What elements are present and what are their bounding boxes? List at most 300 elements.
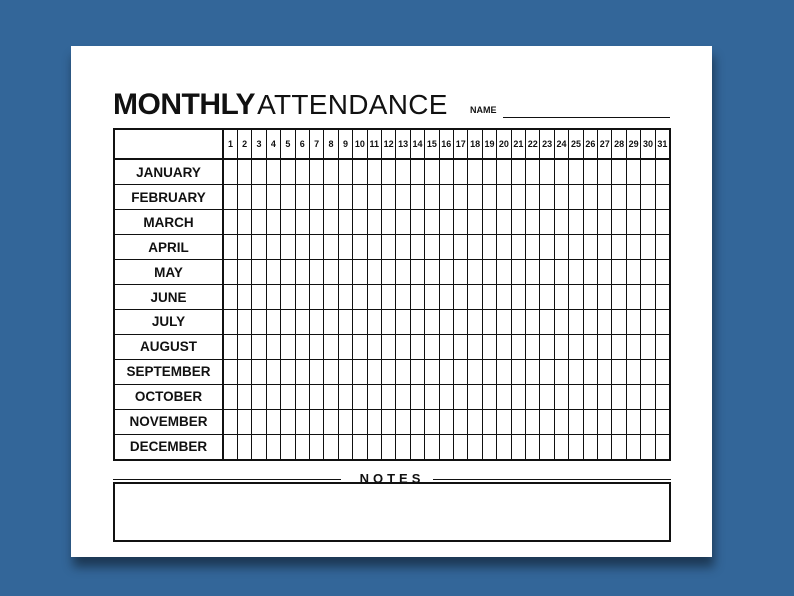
attendance-cell[interactable] xyxy=(583,334,597,359)
attendance-cell[interactable] xyxy=(295,384,309,409)
attendance-cell[interactable] xyxy=(612,260,626,285)
attendance-cell[interactable] xyxy=(641,334,655,359)
attendance-cell[interactable] xyxy=(626,210,640,235)
attendance-cell[interactable] xyxy=(583,309,597,334)
attendance-cell[interactable] xyxy=(237,159,251,185)
attendance-cell[interactable] xyxy=(237,235,251,260)
attendance-cell[interactable] xyxy=(598,309,612,334)
attendance-cell[interactable] xyxy=(626,235,640,260)
attendance-cell[interactable] xyxy=(281,260,295,285)
attendance-cell[interactable] xyxy=(252,334,266,359)
attendance-cell[interactable] xyxy=(223,384,237,409)
attendance-cell[interactable] xyxy=(223,159,237,185)
attendance-cell[interactable] xyxy=(612,159,626,185)
attendance-cell[interactable] xyxy=(410,384,424,409)
attendance-cell[interactable] xyxy=(526,185,540,210)
attendance-cell[interactable] xyxy=(309,434,323,460)
attendance-cell[interactable] xyxy=(266,185,280,210)
attendance-cell[interactable] xyxy=(353,260,367,285)
attendance-cell[interactable] xyxy=(324,334,338,359)
attendance-cell[interactable] xyxy=(266,260,280,285)
attendance-cell[interactable] xyxy=(641,260,655,285)
attendance-cell[interactable] xyxy=(641,384,655,409)
attendance-cell[interactable] xyxy=(410,235,424,260)
attendance-cell[interactable] xyxy=(281,334,295,359)
attendance-cell[interactable] xyxy=(381,260,395,285)
attendance-cell[interactable] xyxy=(569,409,583,434)
attendance-cell[interactable] xyxy=(223,309,237,334)
attendance-cell[interactable] xyxy=(468,359,482,384)
attendance-cell[interactable] xyxy=(439,334,453,359)
attendance-cell[interactable] xyxy=(511,384,525,409)
attendance-cell[interactable] xyxy=(468,309,482,334)
attendance-cell[interactable] xyxy=(511,159,525,185)
attendance-cell[interactable] xyxy=(252,235,266,260)
attendance-cell[interactable] xyxy=(569,359,583,384)
attendance-cell[interactable] xyxy=(410,409,424,434)
attendance-cell[interactable] xyxy=(482,334,496,359)
attendance-cell[interactable] xyxy=(309,384,323,409)
attendance-cell[interactable] xyxy=(266,235,280,260)
attendance-cell[interactable] xyxy=(626,434,640,460)
attendance-cell[interactable] xyxy=(410,285,424,310)
attendance-cell[interactable] xyxy=(641,210,655,235)
attendance-cell[interactable] xyxy=(237,384,251,409)
attendance-cell[interactable] xyxy=(367,235,381,260)
attendance-cell[interactable] xyxy=(281,185,295,210)
attendance-cell[interactable] xyxy=(410,309,424,334)
attendance-cell[interactable] xyxy=(454,210,468,235)
attendance-cell[interactable] xyxy=(497,409,511,434)
attendance-cell[interactable] xyxy=(468,185,482,210)
attendance-cell[interactable] xyxy=(324,235,338,260)
attendance-cell[interactable] xyxy=(425,285,439,310)
attendance-cell[interactable] xyxy=(295,309,309,334)
attendance-cell[interactable] xyxy=(612,334,626,359)
attendance-cell[interactable] xyxy=(612,235,626,260)
attendance-cell[interactable] xyxy=(410,334,424,359)
attendance-cell[interactable] xyxy=(454,359,468,384)
attendance-cell[interactable] xyxy=(252,185,266,210)
attendance-cell[interactable] xyxy=(497,384,511,409)
attendance-cell[interactable] xyxy=(497,285,511,310)
attendance-cell[interactable] xyxy=(612,285,626,310)
attendance-cell[interactable] xyxy=(569,434,583,460)
attendance-cell[interactable] xyxy=(237,210,251,235)
attendance-cell[interactable] xyxy=(497,235,511,260)
attendance-cell[interactable] xyxy=(324,260,338,285)
attendance-cell[interactable] xyxy=(569,309,583,334)
attendance-cell[interactable] xyxy=(569,334,583,359)
attendance-cell[interactable] xyxy=(554,285,568,310)
attendance-cell[interactable] xyxy=(223,434,237,460)
attendance-cell[interactable] xyxy=(439,384,453,409)
attendance-cell[interactable] xyxy=(526,384,540,409)
attendance-cell[interactable] xyxy=(281,159,295,185)
attendance-cell[interactable] xyxy=(425,235,439,260)
attendance-cell[interactable] xyxy=(309,159,323,185)
attendance-cell[interactable] xyxy=(353,359,367,384)
attendance-cell[interactable] xyxy=(367,159,381,185)
attendance-cell[interactable] xyxy=(626,185,640,210)
attendance-cell[interactable] xyxy=(454,409,468,434)
attendance-cell[interactable] xyxy=(396,359,410,384)
attendance-cell[interactable] xyxy=(641,434,655,460)
attendance-cell[interactable] xyxy=(439,434,453,460)
attendance-cell[interactable] xyxy=(266,409,280,434)
attendance-cell[interactable] xyxy=(626,334,640,359)
attendance-cell[interactable] xyxy=(439,309,453,334)
attendance-cell[interactable] xyxy=(281,285,295,310)
attendance-cell[interactable] xyxy=(598,285,612,310)
attendance-cell[interactable] xyxy=(381,159,395,185)
attendance-cell[interactable] xyxy=(295,260,309,285)
attendance-cell[interactable] xyxy=(237,260,251,285)
attendance-cell[interactable] xyxy=(353,434,367,460)
attendance-cell[interactable] xyxy=(497,159,511,185)
attendance-cell[interactable] xyxy=(252,409,266,434)
attendance-cell[interactable] xyxy=(583,235,597,260)
attendance-cell[interactable] xyxy=(655,260,670,285)
attendance-cell[interactable] xyxy=(454,185,468,210)
attendance-cell[interactable] xyxy=(252,384,266,409)
attendance-cell[interactable] xyxy=(482,260,496,285)
attendance-cell[interactable] xyxy=(540,409,554,434)
attendance-cell[interactable] xyxy=(381,384,395,409)
attendance-cell[interactable] xyxy=(511,235,525,260)
attendance-cell[interactable] xyxy=(655,159,670,185)
attendance-cell[interactable] xyxy=(612,210,626,235)
attendance-cell[interactable] xyxy=(338,434,352,460)
attendance-cell[interactable] xyxy=(295,334,309,359)
attendance-cell[interactable] xyxy=(338,384,352,409)
attendance-cell[interactable] xyxy=(554,384,568,409)
attendance-cell[interactable] xyxy=(598,235,612,260)
attendance-cell[interactable] xyxy=(367,434,381,460)
attendance-cell[interactable] xyxy=(655,285,670,310)
attendance-cell[interactable] xyxy=(309,359,323,384)
attendance-cell[interactable] xyxy=(295,159,309,185)
attendance-cell[interactable] xyxy=(237,309,251,334)
attendance-cell[interactable] xyxy=(439,285,453,310)
attendance-cell[interactable] xyxy=(338,309,352,334)
attendance-cell[interactable] xyxy=(540,285,554,310)
attendance-cell[interactable] xyxy=(569,285,583,310)
attendance-cell[interactable] xyxy=(468,260,482,285)
attendance-cell[interactable] xyxy=(425,334,439,359)
attendance-cell[interactable] xyxy=(410,159,424,185)
attendance-cell[interactable] xyxy=(266,384,280,409)
attendance-cell[interactable] xyxy=(511,185,525,210)
attendance-cell[interactable] xyxy=(295,285,309,310)
attendance-cell[interactable] xyxy=(324,185,338,210)
attendance-cell[interactable] xyxy=(439,159,453,185)
attendance-cell[interactable] xyxy=(324,285,338,310)
attendance-cell[interactable] xyxy=(511,359,525,384)
attendance-cell[interactable] xyxy=(281,409,295,434)
attendance-cell[interactable] xyxy=(439,260,453,285)
attendance-cell[interactable] xyxy=(655,384,670,409)
attendance-cell[interactable] xyxy=(367,285,381,310)
attendance-cell[interactable] xyxy=(655,359,670,384)
attendance-cell[interactable] xyxy=(583,285,597,310)
attendance-cell[interactable] xyxy=(425,185,439,210)
attendance-cell[interactable] xyxy=(425,210,439,235)
attendance-cell[interactable] xyxy=(569,210,583,235)
attendance-cell[interactable] xyxy=(554,409,568,434)
attendance-cell[interactable] xyxy=(454,260,468,285)
attendance-cell[interactable] xyxy=(367,384,381,409)
attendance-cell[interactable] xyxy=(583,185,597,210)
attendance-cell[interactable] xyxy=(338,359,352,384)
attendance-cell[interactable] xyxy=(569,384,583,409)
attendance-cell[interactable] xyxy=(511,210,525,235)
attendance-cell[interactable] xyxy=(439,409,453,434)
attendance-cell[interactable] xyxy=(381,235,395,260)
attendance-cell[interactable] xyxy=(454,309,468,334)
attendance-cell[interactable] xyxy=(526,235,540,260)
attendance-cell[interactable] xyxy=(237,409,251,434)
attendance-cell[interactable] xyxy=(655,309,670,334)
attendance-cell[interactable] xyxy=(482,210,496,235)
attendance-cell[interactable] xyxy=(381,285,395,310)
attendance-cell[interactable] xyxy=(396,334,410,359)
attendance-cell[interactable] xyxy=(626,359,640,384)
attendance-cell[interactable] xyxy=(454,384,468,409)
attendance-cell[interactable] xyxy=(266,210,280,235)
attendance-cell[interactable] xyxy=(598,334,612,359)
attendance-cell[interactable] xyxy=(554,434,568,460)
attendance-cell[interactable] xyxy=(468,159,482,185)
attendance-cell[interactable] xyxy=(353,384,367,409)
attendance-cell[interactable] xyxy=(641,185,655,210)
attendance-cell[interactable] xyxy=(353,409,367,434)
attendance-cell[interactable] xyxy=(266,159,280,185)
attendance-cell[interactable] xyxy=(237,434,251,460)
attendance-cell[interactable] xyxy=(655,409,670,434)
attendance-cell[interactable] xyxy=(598,434,612,460)
attendance-cell[interactable] xyxy=(396,260,410,285)
attendance-cell[interactable] xyxy=(396,309,410,334)
attendance-cell[interactable] xyxy=(526,409,540,434)
attendance-cell[interactable] xyxy=(554,309,568,334)
attendance-cell[interactable] xyxy=(266,359,280,384)
attendance-cell[interactable] xyxy=(281,210,295,235)
attendance-cell[interactable] xyxy=(367,185,381,210)
attendance-cell[interactable] xyxy=(540,210,554,235)
notes-box[interactable] xyxy=(113,482,671,542)
attendance-cell[interactable] xyxy=(641,409,655,434)
attendance-cell[interactable] xyxy=(540,260,554,285)
attendance-cell[interactable] xyxy=(223,409,237,434)
attendance-cell[interactable] xyxy=(324,384,338,409)
attendance-cell[interactable] xyxy=(309,235,323,260)
attendance-cell[interactable] xyxy=(425,309,439,334)
attendance-cell[interactable] xyxy=(612,185,626,210)
attendance-cell[interactable] xyxy=(626,159,640,185)
attendance-cell[interactable] xyxy=(641,309,655,334)
attendance-cell[interactable] xyxy=(482,285,496,310)
attendance-cell[interactable] xyxy=(641,235,655,260)
attendance-cell[interactable] xyxy=(468,334,482,359)
attendance-cell[interactable] xyxy=(554,334,568,359)
attendance-cell[interactable] xyxy=(583,409,597,434)
attendance-cell[interactable] xyxy=(439,359,453,384)
attendance-cell[interactable] xyxy=(497,434,511,460)
attendance-cell[interactable] xyxy=(497,359,511,384)
attendance-cell[interactable] xyxy=(396,159,410,185)
attendance-cell[interactable] xyxy=(540,334,554,359)
attendance-cell[interactable] xyxy=(266,309,280,334)
attendance-cell[interactable] xyxy=(353,210,367,235)
attendance-cell[interactable] xyxy=(526,309,540,334)
attendance-cell[interactable] xyxy=(612,309,626,334)
attendance-cell[interactable] xyxy=(655,235,670,260)
attendance-cell[interactable] xyxy=(223,210,237,235)
attendance-cell[interactable] xyxy=(526,334,540,359)
attendance-cell[interactable] xyxy=(381,409,395,434)
attendance-cell[interactable] xyxy=(626,309,640,334)
attendance-cell[interactable] xyxy=(511,285,525,310)
attendance-cell[interactable] xyxy=(497,309,511,334)
attendance-cell[interactable] xyxy=(381,210,395,235)
attendance-cell[interactable] xyxy=(309,185,323,210)
attendance-cell[interactable] xyxy=(396,210,410,235)
attendance-cell[interactable] xyxy=(468,434,482,460)
attendance-cell[interactable] xyxy=(655,185,670,210)
attendance-cell[interactable] xyxy=(295,434,309,460)
attendance-cell[interactable] xyxy=(641,359,655,384)
attendance-cell[interactable] xyxy=(381,309,395,334)
attendance-cell[interactable] xyxy=(598,359,612,384)
attendance-cell[interactable] xyxy=(309,210,323,235)
attendance-cell[interactable] xyxy=(252,434,266,460)
attendance-cell[interactable] xyxy=(410,359,424,384)
attendance-cell[interactable] xyxy=(454,159,468,185)
attendance-cell[interactable] xyxy=(324,409,338,434)
attendance-cell[interactable] xyxy=(554,260,568,285)
attendance-cell[interactable] xyxy=(223,260,237,285)
attendance-cell[interactable] xyxy=(281,359,295,384)
attendance-cell[interactable] xyxy=(309,309,323,334)
attendance-cell[interactable] xyxy=(526,159,540,185)
attendance-cell[interactable] xyxy=(324,359,338,384)
attendance-cell[interactable] xyxy=(425,260,439,285)
attendance-cell[interactable] xyxy=(324,210,338,235)
attendance-cell[interactable] xyxy=(281,384,295,409)
attendance-cell[interactable] xyxy=(338,409,352,434)
attendance-cell[interactable] xyxy=(468,384,482,409)
attendance-cell[interactable] xyxy=(454,285,468,310)
attendance-cell[interactable] xyxy=(641,159,655,185)
attendance-cell[interactable] xyxy=(324,434,338,460)
attendance-cell[interactable] xyxy=(468,409,482,434)
attendance-cell[interactable] xyxy=(338,260,352,285)
attendance-cell[interactable] xyxy=(353,285,367,310)
attendance-cell[interactable] xyxy=(583,210,597,235)
attendance-cell[interactable] xyxy=(540,185,554,210)
attendance-cell[interactable] xyxy=(237,285,251,310)
attendance-cell[interactable] xyxy=(526,260,540,285)
attendance-cell[interactable] xyxy=(569,159,583,185)
attendance-cell[interactable] xyxy=(223,185,237,210)
attendance-cell[interactable] xyxy=(655,334,670,359)
attendance-cell[interactable] xyxy=(252,309,266,334)
attendance-cell[interactable] xyxy=(540,384,554,409)
attendance-cell[interactable] xyxy=(569,260,583,285)
attendance-cell[interactable] xyxy=(482,434,496,460)
attendance-cell[interactable] xyxy=(497,210,511,235)
attendance-cell[interactable] xyxy=(266,434,280,460)
attendance-cell[interactable] xyxy=(468,235,482,260)
attendance-cell[interactable] xyxy=(396,235,410,260)
attendance-cell[interactable] xyxy=(367,409,381,434)
attendance-cell[interactable] xyxy=(338,285,352,310)
attendance-cell[interactable] xyxy=(468,285,482,310)
attendance-cell[interactable] xyxy=(324,309,338,334)
attendance-cell[interactable] xyxy=(511,309,525,334)
attendance-cell[interactable] xyxy=(309,334,323,359)
attendance-cell[interactable] xyxy=(511,260,525,285)
attendance-cell[interactable] xyxy=(338,159,352,185)
attendance-cell[interactable] xyxy=(237,185,251,210)
attendance-cell[interactable] xyxy=(367,334,381,359)
attendance-cell[interactable] xyxy=(554,159,568,185)
attendance-cell[interactable] xyxy=(583,359,597,384)
attendance-cell[interactable] xyxy=(367,359,381,384)
attendance-cell[interactable] xyxy=(309,409,323,434)
attendance-cell[interactable] xyxy=(295,185,309,210)
attendance-cell[interactable] xyxy=(381,434,395,460)
attendance-cell[interactable] xyxy=(367,210,381,235)
attendance-cell[interactable] xyxy=(598,409,612,434)
attendance-cell[interactable] xyxy=(281,235,295,260)
attendance-cell[interactable] xyxy=(353,235,367,260)
attendance-cell[interactable] xyxy=(612,384,626,409)
attendance-cell[interactable] xyxy=(482,159,496,185)
attendance-cell[interactable] xyxy=(540,235,554,260)
attendance-cell[interactable] xyxy=(583,434,597,460)
attendance-cell[interactable] xyxy=(425,359,439,384)
attendance-cell[interactable] xyxy=(454,434,468,460)
attendance-cell[interactable] xyxy=(454,235,468,260)
attendance-cell[interactable] xyxy=(526,434,540,460)
attendance-cell[interactable] xyxy=(554,210,568,235)
attendance-cell[interactable] xyxy=(497,260,511,285)
attendance-cell[interactable] xyxy=(540,159,554,185)
attendance-cell[interactable] xyxy=(626,409,640,434)
attendance-cell[interactable] xyxy=(511,334,525,359)
attendance-cell[interactable] xyxy=(598,384,612,409)
attendance-cell[interactable] xyxy=(324,159,338,185)
attendance-cell[interactable] xyxy=(612,409,626,434)
attendance-cell[interactable] xyxy=(425,384,439,409)
attendance-cell[interactable] xyxy=(626,384,640,409)
attendance-cell[interactable] xyxy=(583,384,597,409)
attendance-cell[interactable] xyxy=(482,185,496,210)
attendance-cell[interactable] xyxy=(295,210,309,235)
attendance-cell[interactable] xyxy=(554,235,568,260)
attendance-cell[interactable] xyxy=(425,434,439,460)
attendance-cell[interactable] xyxy=(425,159,439,185)
attendance-cell[interactable] xyxy=(511,434,525,460)
attendance-cell[interactable] xyxy=(381,185,395,210)
attendance-cell[interactable] xyxy=(655,210,670,235)
name-field-line[interactable] xyxy=(503,117,670,118)
attendance-cell[interactable] xyxy=(396,434,410,460)
attendance-cell[interactable] xyxy=(223,334,237,359)
attendance-cell[interactable] xyxy=(554,359,568,384)
